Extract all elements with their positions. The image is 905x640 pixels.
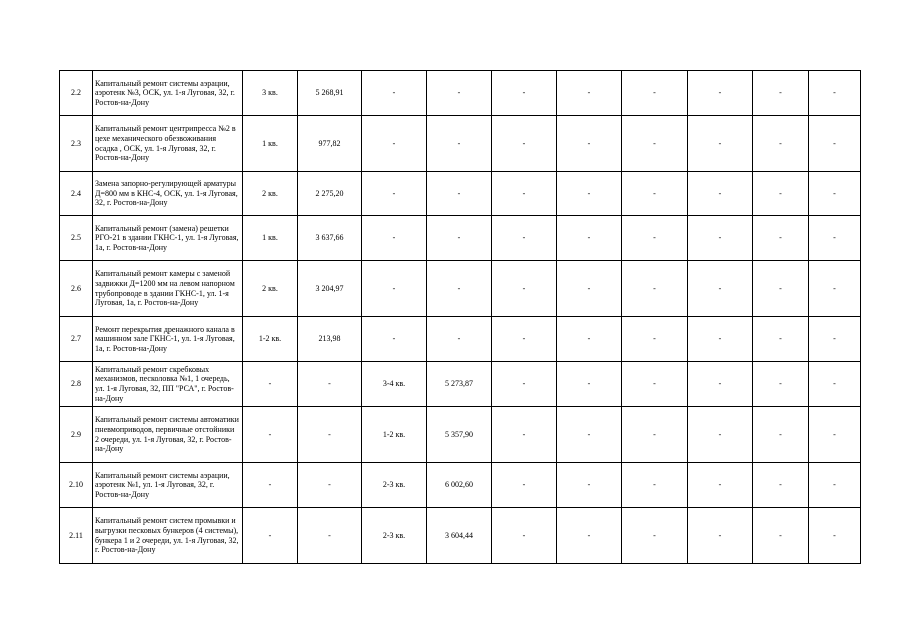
table-cell: -: [427, 216, 492, 261]
table-cell: -: [753, 362, 809, 407]
table-cell: -: [688, 71, 753, 116]
table-cell: -: [427, 116, 492, 172]
work-description: Ремонт перекрытия дренажного канала в машинном зале ГКНС-1, ул. 1-я Луговая, 1а, г. Ростов-на-Дону: [93, 317, 243, 362]
table-cell: -: [753, 172, 809, 216]
table-row: [60, 508, 861, 564]
table-cell: -: [243, 407, 298, 463]
table-cell: -: [753, 116, 809, 172]
table-cell: -: [243, 508, 298, 564]
table-cell: -: [688, 508, 753, 564]
table-cell: 3 204,97: [298, 261, 362, 317]
table-cell: -: [809, 508, 861, 564]
row-number: 2.4: [60, 172, 93, 216]
table-cell: 6 002,60: [427, 463, 492, 508]
table-cell: -: [688, 216, 753, 261]
table-cell: 2-3 кв.: [362, 508, 427, 564]
table-cell: -: [622, 463, 688, 508]
table-cell: -: [557, 463, 622, 508]
table-cell: -: [622, 362, 688, 407]
table-cell: -: [557, 216, 622, 261]
table-cell: -: [362, 317, 427, 362]
table-cell: -: [622, 172, 688, 216]
table-cell: -: [243, 463, 298, 508]
work-description: Капитальный ремонт системы аэрации, аэротенк №3, ОСК, ул. 1-я Луговая, 32, г. Ростов-на-Дону: [93, 71, 243, 116]
table-cell: -: [557, 261, 622, 317]
table-cell: -: [809, 362, 861, 407]
work-description: Капитальный ремонт системы аэрации, аэротенк №1, ул. 1-я Луговая, 32, г. Ростов-на-Дону: [93, 463, 243, 508]
table-cell: 977,82: [298, 116, 362, 172]
table-cell: 3-4 кв.: [362, 362, 427, 407]
table-row: [60, 463, 861, 508]
row-number: 2.2: [60, 71, 93, 116]
row-number: 2.7: [60, 317, 93, 362]
work-description: Замена запорно-регулирующей арматуры Д=800 мм в КНС-4, ОСК, ул. 1-я Луговая, 32, г. Ростов-на-Дону: [93, 172, 243, 216]
table-cell: -: [557, 407, 622, 463]
table-cell: 5 357,90: [427, 407, 492, 463]
table-cell: -: [688, 261, 753, 317]
table-body: [60, 71, 861, 564]
table-cell: -: [492, 362, 557, 407]
table-cell: -: [809, 407, 861, 463]
work-description: Капитальный ремонт камеры с заменой задвижки Д=1200 мм на левом напорном трубопроводе в здании ГКНС-1, ул. 1-я Луговая, 1а, г. Ростов-на-Дону: [93, 261, 243, 317]
table-cell: 5 273,87: [427, 362, 492, 407]
row-number: 2.3: [60, 116, 93, 172]
table-cell: -: [492, 261, 557, 317]
table-cell: -: [809, 317, 861, 362]
table-row: [60, 216, 861, 261]
table-cell: -: [622, 116, 688, 172]
table-cell: -: [243, 362, 298, 407]
table-cell: -: [427, 261, 492, 317]
table-cell: -: [557, 317, 622, 362]
table-cell: -: [809, 216, 861, 261]
table-cell: -: [753, 463, 809, 508]
row-number: 2.8: [60, 362, 93, 407]
table-row: [60, 362, 861, 407]
table-row: [60, 317, 861, 362]
table-cell: -: [622, 261, 688, 317]
work-description: Капитальный ремонт систем промывки и выгрузки песковых бункеров (4 системы), бункера 1 и 2 очереди, ул. 1-я Луговая, 32, г. Ростов-на-Дону: [93, 508, 243, 564]
table-cell: -: [753, 71, 809, 116]
table-cell: -: [688, 317, 753, 362]
table-row: [60, 261, 861, 317]
table-cell: -: [688, 362, 753, 407]
table-cell: -: [298, 407, 362, 463]
table-cell: -: [753, 261, 809, 317]
table-cell: -: [753, 317, 809, 362]
table-row: [60, 71, 861, 116]
table-cell: -: [557, 508, 622, 564]
table-cell: -: [362, 261, 427, 317]
table-cell: -: [492, 317, 557, 362]
table-cell: 213,98: [298, 317, 362, 362]
table-cell: 2-3 кв.: [362, 463, 427, 508]
table-cell: -: [557, 116, 622, 172]
table-cell: -: [753, 407, 809, 463]
table-cell: 5 268,91: [298, 71, 362, 116]
table-cell: -: [362, 216, 427, 261]
table-cell: -: [688, 116, 753, 172]
table-cell: -: [298, 508, 362, 564]
table-cell: 3 604,44: [427, 508, 492, 564]
table-cell: -: [688, 172, 753, 216]
work-description: Капитальный ремонт центрипресса №2 в цехе механического обезвоживания осадка , ОСК, ул. 1-я Луговая, 32, г. Ростов-на-Дону: [93, 116, 243, 172]
table-cell: -: [809, 172, 861, 216]
table-cell: -: [362, 71, 427, 116]
table-cell: -: [427, 71, 492, 116]
row-number: 2.10: [60, 463, 93, 508]
table-cell: -: [298, 463, 362, 508]
table-cell: -: [753, 508, 809, 564]
table-cell: -: [809, 71, 861, 116]
table-cell: -: [427, 172, 492, 216]
table-row: [60, 407, 861, 463]
table-cell: -: [362, 116, 427, 172]
table-cell: -: [492, 216, 557, 261]
table-cell: -: [298, 362, 362, 407]
table-cell: -: [753, 216, 809, 261]
work-description: Капитальный ремонт (замена) решетки РГО-21 в здании ГКНС-1, ул. 1-я Луговая, 1а, г. Ростов-на-Дону: [93, 216, 243, 261]
table-cell: -: [622, 216, 688, 261]
table-cell: 2 кв.: [243, 261, 298, 317]
table-cell: 3 кв.: [243, 71, 298, 116]
table-cell: -: [492, 463, 557, 508]
table-cell: -: [622, 71, 688, 116]
work-description: Капитальный ремонт скребковых механизмов, песколовка №1, 1 очередь, ул. 1-я Луговая, 32, ПП "РСА", г. Ростов-на-Дону: [93, 362, 243, 407]
table-cell: -: [362, 172, 427, 216]
table-cell: 2 кв.: [243, 172, 298, 216]
table-cell: 1 кв.: [243, 216, 298, 261]
table-cell: 1 кв.: [243, 116, 298, 172]
table-cell: -: [492, 172, 557, 216]
table-cell: -: [622, 407, 688, 463]
table-cell: 2 275,20: [298, 172, 362, 216]
row-number: 2.9: [60, 407, 93, 463]
table-cell: -: [492, 116, 557, 172]
table-cell: -: [688, 463, 753, 508]
table-row: [60, 116, 861, 172]
table-cell: -: [427, 317, 492, 362]
table-cell: -: [688, 407, 753, 463]
table-cell: -: [557, 71, 622, 116]
table-cell: -: [622, 508, 688, 564]
work-description: Капитальный ремонт системы автоматики пневмоприводов, первичные отстойники 2 очереди, ул. 1-я Луговая, 32, г. Ростов-на-Дону: [93, 407, 243, 463]
row-number: 2.11: [60, 508, 93, 564]
table-cell: -: [557, 362, 622, 407]
table-cell: -: [492, 407, 557, 463]
work-plan-table: [59, 70, 861, 564]
table-row: [60, 172, 861, 216]
table-cell: -: [622, 317, 688, 362]
table-cell: -: [809, 116, 861, 172]
table-cell: 1-2 кв.: [362, 407, 427, 463]
row-number: 2.6: [60, 261, 93, 317]
table-cell: -: [557, 172, 622, 216]
table-cell: -: [809, 463, 861, 508]
table-cell: -: [492, 508, 557, 564]
row-number: 2.5: [60, 216, 93, 261]
table-cell: -: [492, 71, 557, 116]
table-cell: -: [809, 261, 861, 317]
table-cell: 3 637,66: [298, 216, 362, 261]
table-cell: 1-2 кв.: [243, 317, 298, 362]
